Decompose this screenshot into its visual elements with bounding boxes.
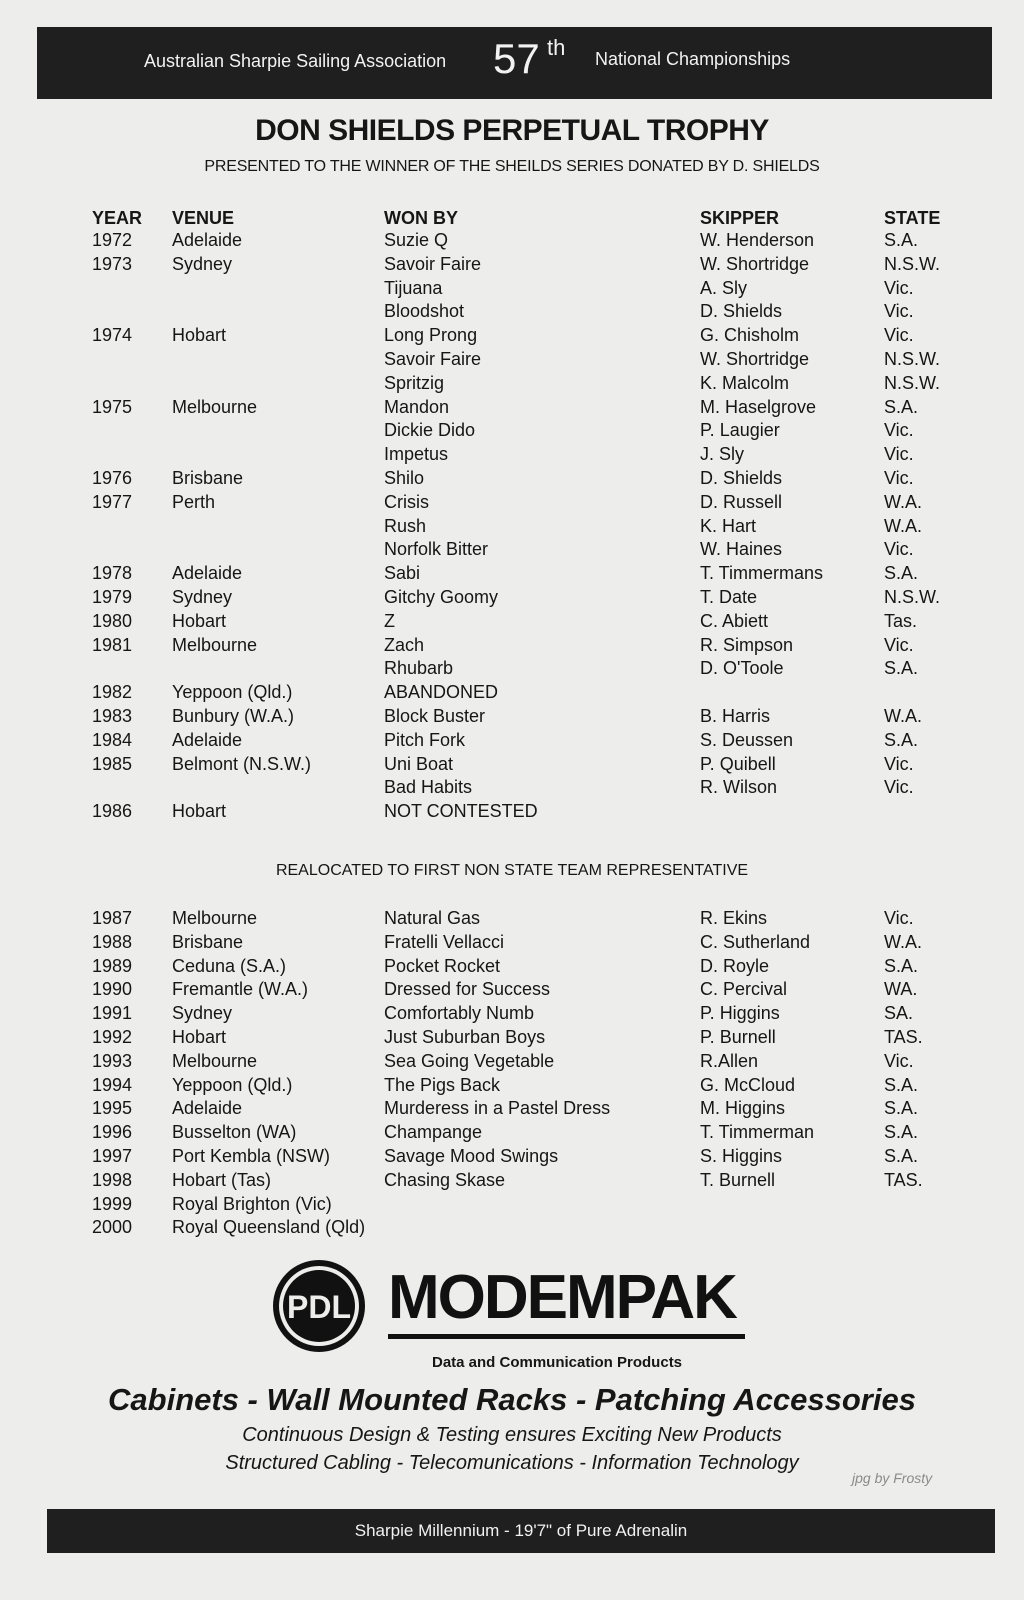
- cell-state: Vic.: [884, 754, 914, 774]
- cell-venue: Fremantle (W.A.): [172, 979, 309, 999]
- cell-venue: Royal Brighton (Vic): [172, 1194, 332, 1214]
- cell-won-by: Pitch Fork: [384, 730, 466, 750]
- cell-skipper: M. Haselgrove: [700, 397, 817, 417]
- cell-won-by: Savoir Faire: [384, 254, 482, 274]
- cell-won-by: Pocket Rocket: [384, 956, 501, 976]
- cell-venue: Royal Queensland (Qld): [172, 1217, 366, 1237]
- cell-skipper: A. Sly: [700, 278, 748, 298]
- advert-headline: Cabinets - Wall Mounted Racks - Patching Accessories: [108, 1382, 916, 1417]
- cell-year: 1983: [92, 706, 133, 726]
- table-row: [0, 1003, 1024, 1027]
- table-row: [0, 563, 1024, 587]
- cell-venue: Bunbury (W.A.): [172, 706, 295, 726]
- brand-name: MODEMPAK: [388, 1263, 736, 1332]
- cell-won-by: Gitchy Goomy: [384, 587, 499, 607]
- brand-tagline: Data and Communication Products: [432, 1354, 683, 1371]
- cell-won-by: Comfortably Numb: [384, 1003, 535, 1023]
- cell-state: W.A.: [884, 492, 923, 512]
- cell-won-by: Dickie Dido: [384, 420, 476, 440]
- cell-won-by: Rhubarb: [384, 658, 454, 678]
- cell-state: S.A.: [884, 230, 919, 250]
- edition-suffix: th: [547, 35, 566, 60]
- table-row: [0, 1027, 1024, 1051]
- cell-won-by: Z: [384, 611, 395, 631]
- cell-venue: Ceduna (S.A.): [172, 956, 287, 976]
- cell-venue: Melbourne: [172, 397, 258, 417]
- cell-year: 1974: [92, 325, 133, 345]
- cell-skipper: P. Burnell: [700, 1027, 776, 1047]
- table-row: [0, 754, 1024, 778]
- cell-venue: Adelaide: [172, 230, 243, 250]
- cell-won-by: Just Suburban Boys: [384, 1027, 546, 1047]
- table-row: [0, 1122, 1024, 1146]
- table-row: [0, 979, 1024, 1003]
- cell-state: WA.: [884, 979, 918, 999]
- cell-won-by: Sea Going Vegetable: [384, 1051, 555, 1071]
- cell-skipper: J. Sly: [700, 444, 745, 464]
- cell-skipper: T. Date: [700, 587, 758, 607]
- cell-won-by: Sabi: [384, 563, 421, 583]
- cell-venue: Brisbane: [172, 468, 244, 488]
- cell-won-by: Champange: [384, 1122, 483, 1142]
- table-row: [0, 706, 1024, 730]
- cell-skipper: B. Harris: [700, 706, 771, 726]
- cell-won-by: Suzie Q: [384, 230, 449, 250]
- cell-venue: Hobart: [172, 1027, 227, 1047]
- table-row: [0, 956, 1024, 980]
- cell-skipper: M. Higgins: [700, 1098, 786, 1118]
- table-row: [0, 492, 1024, 516]
- cell-state: Vic.: [884, 908, 914, 928]
- cell-state: SA.: [884, 1003, 914, 1023]
- footer-banner: [47, 1509, 995, 1553]
- cell-skipper: S. Deussen: [700, 730, 794, 750]
- cell-state: Vic.: [884, 444, 914, 464]
- cell-state: Vic.: [884, 468, 914, 488]
- cell-year: 1981: [92, 635, 133, 655]
- cell-skipper: P. Quibell: [700, 754, 776, 774]
- cell-venue: Adelaide: [172, 563, 243, 583]
- cell-year: 1979: [92, 587, 133, 607]
- cell-year: 1980: [92, 611, 133, 631]
- cell-state: Vic.: [884, 539, 914, 559]
- cell-state: W.A.: [884, 516, 923, 536]
- cell-year: 1994: [92, 1075, 133, 1095]
- cell-skipper: D. Royle: [700, 956, 770, 976]
- cell-state: Vic.: [884, 278, 914, 298]
- cell-won-by: Bad Habits: [384, 777, 473, 797]
- cell-venue: Sydney: [172, 587, 233, 607]
- cell-year: 1992: [92, 1027, 133, 1047]
- cell-skipper: C. Sutherland: [700, 932, 811, 952]
- table-row: [0, 325, 1024, 349]
- cell-state: N.S.W.: [884, 373, 941, 393]
- cell-year: 1982: [92, 682, 133, 702]
- cell-skipper: T. Timmermans: [700, 563, 824, 583]
- column-header-won-by: WON BY: [384, 208, 458, 228]
- cell-venue: Port Kembla (NSW): [172, 1146, 331, 1166]
- cell-year: 1998: [92, 1170, 133, 1190]
- table-row: [0, 611, 1024, 635]
- cell-skipper: R. Ekins: [700, 908, 768, 928]
- cell-state: TAS.: [884, 1170, 923, 1190]
- cell-state: S.A.: [884, 658, 919, 678]
- cell-skipper: D. O'Toole: [700, 658, 784, 678]
- table-row: [0, 932, 1024, 956]
- cell-won-by: Savage Mood Swings: [384, 1146, 559, 1166]
- cell-state: Vic.: [884, 635, 914, 655]
- cell-won-by: Tijuana: [384, 278, 443, 298]
- cell-state: S.A.: [884, 1098, 919, 1118]
- cell-venue: Adelaide: [172, 730, 243, 750]
- table-row: [0, 801, 1024, 825]
- cell-skipper: W. Henderson: [700, 230, 815, 250]
- cell-skipper: W. Shortridge: [700, 349, 810, 369]
- column-header-state: STATE: [884, 208, 941, 228]
- table-row: [0, 373, 1024, 397]
- footer-text: Sharpie Millennium - 19'7" of Pure Adrenalin: [354, 1521, 688, 1540]
- cell-skipper: K. Malcolm: [700, 373, 790, 393]
- cell-state: S.A.: [884, 563, 919, 583]
- cell-skipper: G. McCloud: [700, 1075, 796, 1095]
- cell-skipper: D. Shields: [700, 468, 783, 488]
- cell-won-by: The Pigs Back: [384, 1075, 501, 1095]
- cell-skipper: P. Laugier: [700, 420, 780, 440]
- cell-venue: Melbourne: [172, 1051, 258, 1071]
- cell-venue: Adelaide: [172, 1098, 243, 1118]
- cell-year: 1988: [92, 932, 133, 952]
- table-row: [0, 349, 1024, 373]
- cell-year: 1986: [92, 801, 133, 821]
- cell-year: 1977: [92, 492, 133, 512]
- cell-venue: Melbourne: [172, 908, 258, 928]
- logo-text: PDL: [287, 1289, 351, 1325]
- cell-state: S.A.: [884, 397, 919, 417]
- cell-year: 1973: [92, 254, 133, 274]
- cell-state: S.A.: [884, 730, 919, 750]
- cell-year: 1990: [92, 979, 133, 999]
- table-row: [0, 397, 1024, 421]
- cell-year: 1976: [92, 468, 133, 488]
- advert-line-3: Structured Cabling - Telecomunications - Information Technology: [225, 1452, 799, 1474]
- advert-line-2: Continuous Design & Testing ensures Exciting New Products: [242, 1424, 782, 1446]
- cell-year: 1991: [92, 1003, 133, 1023]
- cell-skipper: W. Shortridge: [700, 254, 810, 274]
- cell-state: Vic.: [884, 777, 914, 797]
- table-row: [0, 658, 1024, 682]
- cell-skipper: R. Simpson: [700, 635, 794, 655]
- cell-state: N.S.W.: [884, 349, 941, 369]
- cell-state: W.A.: [884, 706, 923, 726]
- table-row: [0, 730, 1024, 754]
- cell-year: 1993: [92, 1051, 133, 1071]
- column-header-year: YEAR: [92, 208, 143, 228]
- cell-skipper: W. Haines: [700, 539, 783, 559]
- cell-won-by: Shilo: [384, 468, 425, 488]
- event-name: National Championships: [595, 49, 791, 69]
- brand-divider: [388, 1334, 745, 1339]
- column-header-skipper: SKIPPER: [700, 208, 780, 228]
- reallocation-note: REALOCATED TO FIRST NON STATE TEAM REPRESENTATIVE: [275, 862, 749, 879]
- cell-skipper: C. Percival: [700, 979, 788, 999]
- cell-won-by: Spritzig: [384, 373, 445, 393]
- cell-venue: Busselton (WA): [172, 1122, 297, 1142]
- cell-year: 1972: [92, 230, 133, 250]
- cell-state: S.A.: [884, 956, 919, 976]
- cell-state: Tas.: [884, 611, 918, 631]
- table-row: [0, 1098, 1024, 1122]
- cell-year: 1999: [92, 1194, 133, 1214]
- cell-skipper: K. Hart: [700, 516, 757, 536]
- cell-venue: Melbourne: [172, 635, 258, 655]
- column-header-venue: VENUE: [172, 208, 235, 228]
- table-row: [0, 1170, 1024, 1194]
- cell-won-by: Impetus: [384, 444, 449, 464]
- table-row: [0, 420, 1024, 444]
- cell-won-by: Block Buster: [384, 706, 486, 726]
- cell-state: W.A.: [884, 932, 923, 952]
- cell-venue: Hobart: [172, 611, 227, 631]
- cell-state: Vic.: [884, 301, 914, 321]
- cell-year: 2000: [92, 1217, 133, 1237]
- cell-won-by: Uni Boat: [384, 754, 454, 774]
- cell-won-by: Crisis: [384, 492, 429, 512]
- cell-venue: Sydney: [172, 1003, 233, 1023]
- cell-year: 1987: [92, 908, 133, 928]
- table-row: [0, 777, 1024, 801]
- trophy-title: DON SHIELDS PERPETUAL TROPHY: [255, 114, 769, 147]
- cell-won-by: Norfolk Bitter: [384, 539, 489, 559]
- cell-state: S.A.: [884, 1146, 919, 1166]
- cell-venue: Brisbane: [172, 932, 244, 952]
- table-row: [0, 230, 1024, 254]
- cell-won-by: Zach: [384, 635, 425, 655]
- pdl-logo: [271, 1258, 367, 1354]
- cell-skipper: G. Chisholm: [700, 325, 800, 345]
- cell-skipper: R.Allen: [700, 1051, 759, 1071]
- image-credit: jpg by Frosty: [852, 1470, 933, 1486]
- cell-state: Vic.: [884, 420, 914, 440]
- table-row: [0, 587, 1024, 611]
- cell-state: S.A.: [884, 1122, 919, 1142]
- cell-skipper: D. Russell: [700, 492, 783, 512]
- cell-year: 1978: [92, 563, 133, 583]
- table-row: [0, 1146, 1024, 1170]
- cell-skipper: D. Shields: [700, 301, 783, 321]
- cell-state: S.A.: [884, 1075, 919, 1095]
- table-row: [0, 254, 1024, 278]
- cell-won-by: NOT CONTESTED: [384, 801, 538, 821]
- cell-venue: Yeppoon (Qld.): [172, 1075, 293, 1095]
- cell-venue: Hobart (Tas): [172, 1170, 272, 1190]
- table-row: [0, 516, 1024, 540]
- cell-year: 1984: [92, 730, 133, 750]
- cell-state: TAS.: [884, 1027, 923, 1047]
- cell-venue: Hobart: [172, 325, 227, 345]
- cell-won-by: Natural Gas: [384, 908, 481, 928]
- cell-won-by: Rush: [384, 516, 427, 536]
- table-row: [0, 1194, 1024, 1218]
- cell-skipper: C. Abiett: [700, 611, 769, 631]
- table-row: [0, 1075, 1024, 1099]
- cell-year: 1996: [92, 1122, 133, 1142]
- cell-won-by: Fratelli Vellacci: [384, 932, 505, 952]
- table-row: [0, 444, 1024, 468]
- cell-won-by: Bloodshot: [384, 301, 465, 321]
- table-row: [0, 682, 1024, 706]
- cell-won-by: Long Prong: [384, 325, 478, 345]
- cell-state: N.S.W.: [884, 254, 941, 274]
- cell-won-by: Murderess in a Pastel Dress: [384, 1098, 611, 1118]
- cell-venue: Perth: [172, 492, 216, 512]
- association-name: Australian Sharpie Sailing Association: [144, 51, 447, 71]
- cell-skipper: T. Timmerman: [700, 1122, 815, 1142]
- table-row: [0, 539, 1024, 563]
- table-row: [0, 1051, 1024, 1075]
- cell-state: N.S.W.: [884, 587, 941, 607]
- cell-state: Vic.: [884, 325, 914, 345]
- table-row: [0, 301, 1024, 325]
- table-row: [0, 468, 1024, 492]
- cell-state: Vic.: [884, 1051, 914, 1071]
- cell-year: 1975: [92, 397, 133, 417]
- trophy-subtitle: PRESENTED TO THE WINNER OF THE SHEILDS SERIES DONATED BY D. SHIELDS: [204, 158, 820, 175]
- cell-skipper: T. Burnell: [700, 1170, 776, 1190]
- cell-year: 1997: [92, 1146, 133, 1166]
- cell-skipper: S. Higgins: [700, 1146, 783, 1166]
- table-row: [0, 635, 1024, 659]
- cell-won-by: Chasing Skase: [384, 1170, 506, 1190]
- cell-venue: Belmont (N.S.W.): [172, 754, 312, 774]
- cell-won-by: Savoir Faire: [384, 349, 482, 369]
- cell-year: 1995: [92, 1098, 133, 1118]
- cell-venue: Sydney: [172, 254, 233, 274]
- edition-number: 57: [493, 35, 540, 82]
- table-row: [0, 1217, 1024, 1241]
- cell-venue: Hobart: [172, 801, 227, 821]
- cell-skipper: P. Higgins: [700, 1003, 780, 1023]
- cell-year: 1985: [92, 754, 133, 774]
- cell-year: 1989: [92, 956, 133, 976]
- cell-venue: Yeppoon (Qld.): [172, 682, 293, 702]
- cell-won-by: ABANDONED: [384, 682, 499, 702]
- table-row: [0, 278, 1024, 302]
- cell-skipper: R. Wilson: [700, 777, 778, 797]
- cell-won-by: Mandon: [384, 397, 450, 417]
- table-row: [0, 908, 1024, 932]
- cell-won-by: Dressed for Success: [384, 979, 551, 999]
